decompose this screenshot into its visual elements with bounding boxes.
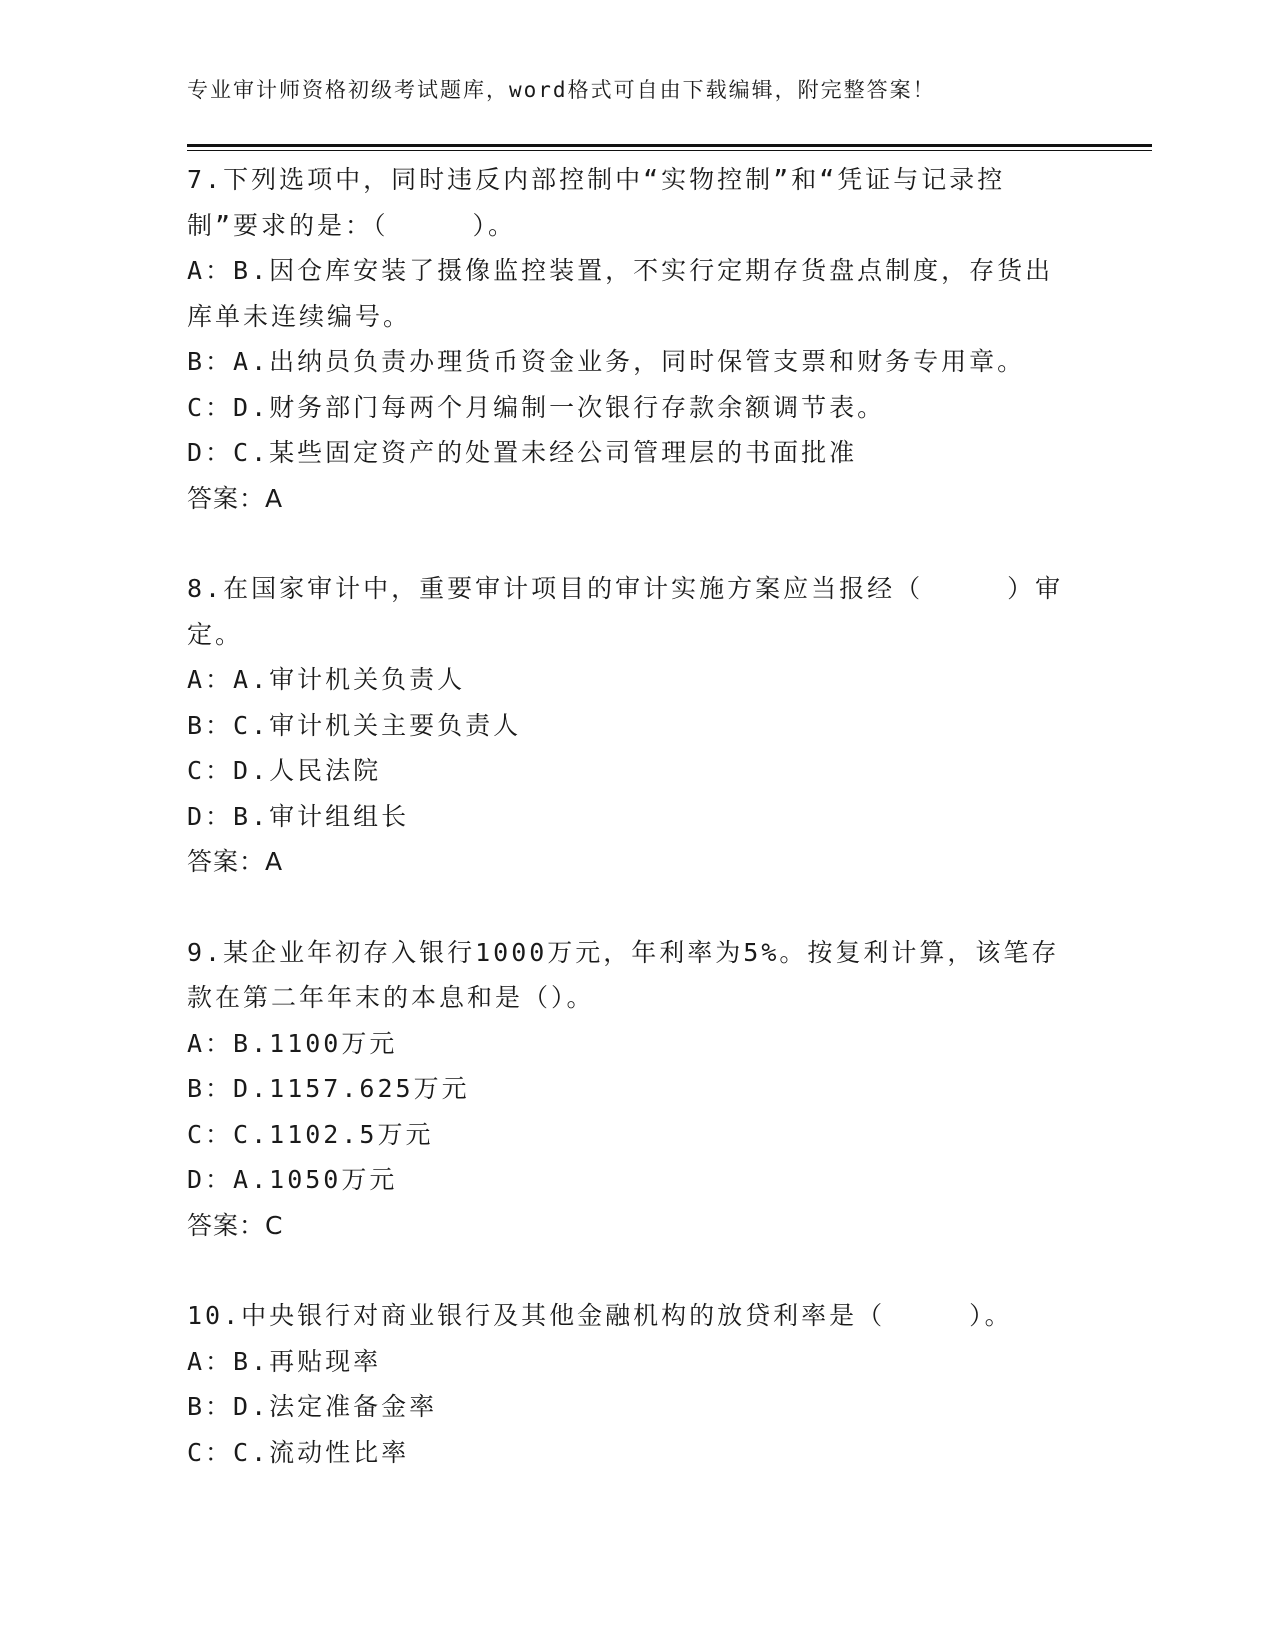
question-stem: 7.下列选项中，同时违反内部控制中“实物控制”和“凭证与记录控制”要求的是：（ ）。	[187, 165, 1006, 240]
option-b: B：C.审计机关主要负责人	[187, 710, 522, 740]
option-a: A：A.审计机关负责人	[187, 665, 466, 694]
page-header: 专业审计师资格初级考试题库，word格式可自由下载编辑，附完整答案！	[187, 78, 936, 102]
header-rule-thick	[187, 144, 1152, 147]
answer-line: 答案：A	[187, 483, 284, 513]
question-8	[187, 566, 1087, 885]
option-c: C：C.流动性比率	[187, 1437, 410, 1467]
option-d: D：A.1050万元	[187, 1165, 398, 1194]
option-d: D：C.某些固定资产的处置未经公司管理层的书面批准	[187, 438, 858, 467]
option-a: A：B.再贴现率	[187, 1346, 382, 1376]
option-b: B：A.出纳员负责办理货币资金业务，同时保管支票和财务专用章。	[187, 347, 1026, 376]
option-b: B：D.法定准备金率	[187, 1392, 438, 1421]
question-stem: 8.在国家审计中，重要审计项目的审计实施方案应当报经（ ）审定。	[187, 574, 1064, 649]
question-list	[187, 157, 1087, 1520]
question-10	[187, 1293, 1087, 1475]
answer-line: 答案：A	[187, 847, 284, 876]
option-a: A：B.1100万元	[187, 1028, 398, 1058]
header-rule-thin	[187, 150, 1152, 151]
option-c: C：D.财务部门每两个月编制一次银行存款余额调节表。	[187, 392, 886, 422]
question-stem: 9.某企业年初存入银行1000万元，年利率为5%。按复利计算，该笔存款在第二年年末的本息和是（）。	[187, 937, 1060, 1012]
option-b: B：D.1157.625万元	[187, 1074, 470, 1103]
question-stem: 10.中央银行对商业银行及其他金融机构的放贷利率是（ ）。	[187, 1301, 1013, 1330]
answer-line: 答案：C	[187, 1210, 284, 1240]
option-a: A：B.因仓库安装了摄像监控装置，不实行定期存货盘点制度，存货出库单未连续编号。	[187, 256, 1054, 331]
option-c: C：C.1102.5万元	[187, 1119, 434, 1149]
option-d: D：B.审计组组长	[187, 801, 410, 831]
question-7	[187, 157, 1087, 521]
option-c: C：D.人民法院	[187, 756, 382, 785]
question-9	[187, 930, 1087, 1249]
